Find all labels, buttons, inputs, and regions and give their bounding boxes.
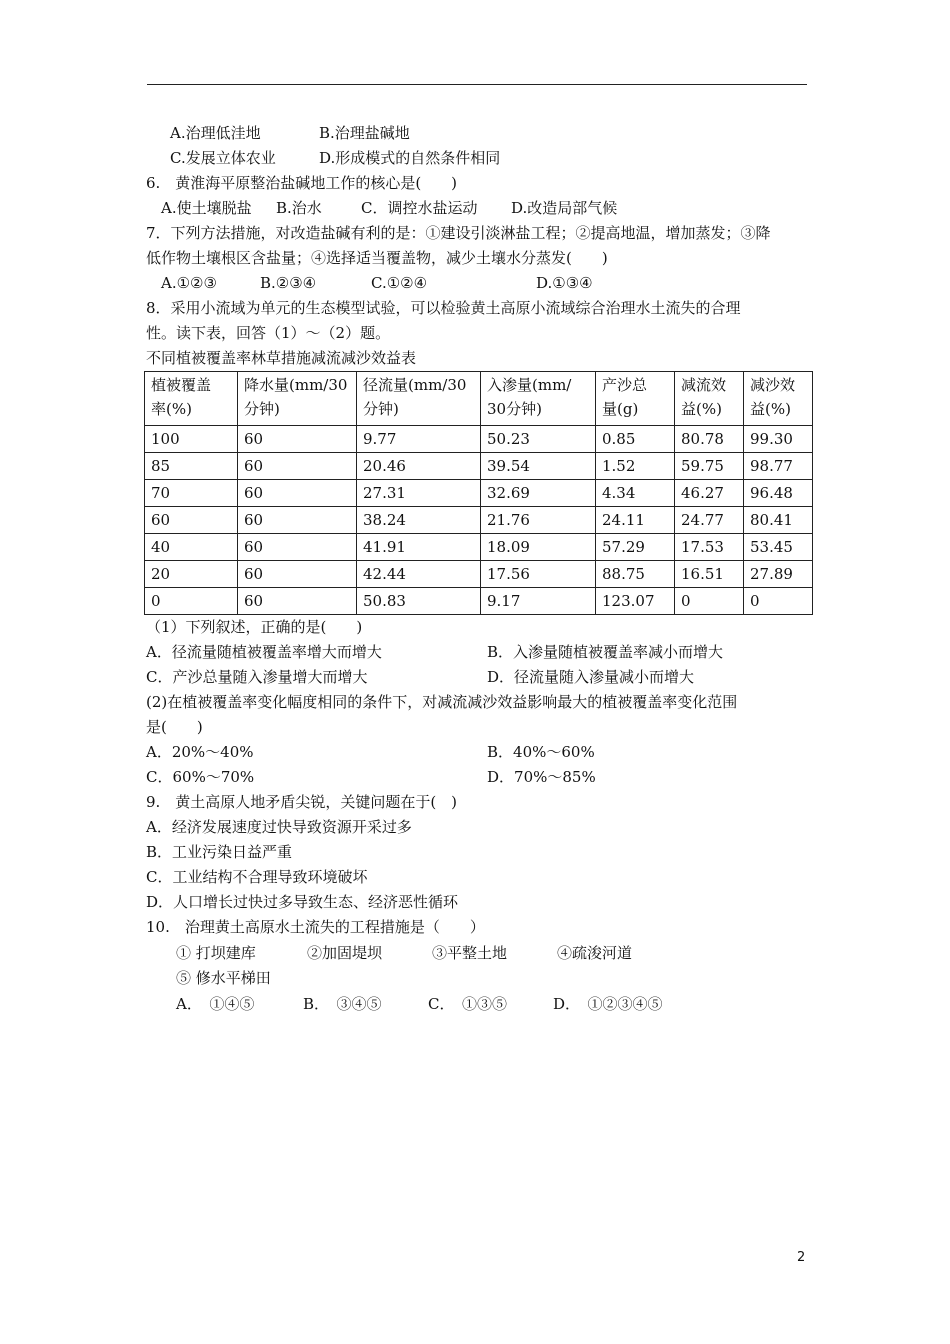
table-row [145,453,813,480]
table-cell: 85 [145,453,238,480]
table-row [145,534,813,561]
q10-option-b: B． ③④⑤ [303,995,382,1013]
table-cell: 100 [145,426,238,453]
q8-sub2-stem-line2: 是( ) [146,718,203,736]
table-cell: 70 [145,480,238,507]
table-cell: 0 [744,588,813,615]
table-header-cell: 减沙效 益(%) [744,372,813,426]
table-row [145,588,813,615]
q8-sub1-stem: （1）下列叙述，正确的是( ) [146,618,363,636]
q5-option-b: B.治理盐碱地 [319,124,410,142]
table-cell: 80.41 [744,507,813,534]
table-cell: 17.53 [675,534,744,561]
table-cell: 39.54 [481,453,596,480]
table-title: 不同植被覆盖率林草措施减流减沙效益表 [146,349,417,367]
q10-stem: 10. 治理黄土高原水土流失的工程措施是（ ） [146,918,485,936]
table-cell: 53.45 [744,534,813,561]
q10-item-3: ③平整土地 [432,944,508,962]
table-cell: 4.34 [596,480,675,507]
q8-sub1-option-b: B．入渗量随植被覆盖率减小而增大 [487,643,724,661]
q6-option-a: A.使土壤脱盐 [161,199,252,217]
table-cell: 98.77 [744,453,813,480]
table-header-cell: 降水量(mm/30 分钟) [238,372,357,426]
table-header-cell: 减流效 益(%) [675,372,744,426]
q7-option-c: C.①②④ [371,274,428,292]
table-cell: 0.85 [596,426,675,453]
q10-option-d: D． ①②③④⑤ [553,995,663,1013]
table-cell: 99.30 [744,426,813,453]
table-cell: 9.17 [481,588,596,615]
table-row [145,480,813,507]
table-header-cell: 入渗量(mm/ 30分钟) [481,372,596,426]
table-cell: 60 [238,561,357,588]
q8-stem-line2: 性。读下表，回答（1）～（2）题。 [146,324,391,342]
table-cell: 123.07 [596,588,675,615]
q8-sub2-option-d: D．70%～85% [487,768,596,786]
table-header-cell: 径流量(mm/30 分钟) [357,372,481,426]
q6-option-b: B.治水 [276,199,322,217]
q8-stem-line1: 8．采用小流域为单元的生态模型试验，可以检验黄土高原小流域综合治理水土流失的合理 [146,299,741,317]
table-cell: 9.77 [357,426,481,453]
q7-option-d: D.①③④ [536,274,593,292]
q7-stem-line1: 7．下列方法措施，对改造盐碱有利的是：①建设引淡淋盐工程；②提高地温，增加蒸发；③降 [146,224,771,242]
page-number: 2 [797,1250,806,1265]
table-cell: 0 [675,588,744,615]
table-cell: 60 [145,507,238,534]
table-cell: 27.31 [357,480,481,507]
table-cell: 46.27 [675,480,744,507]
q10-item-1: ① 打坝建库 [176,944,256,962]
q9-option-c: C．工业结构不合理导致环境破坏 [146,868,368,886]
table-cell: 40 [145,534,238,561]
table-cell: 50.23 [481,426,596,453]
table-row [145,426,813,453]
q10-item-5: ⑤ 修水平梯田 [176,969,271,987]
table-cell: 88.75 [596,561,675,588]
q8-sub1-option-c: C．产沙总量随入渗量增大而增大 [146,668,368,686]
q6-option-d: D.改造局部气候 [511,199,618,217]
table-cell: 0 [145,588,238,615]
data-table [144,371,813,615]
q7-option-a: A.①②③ [161,274,217,292]
table-cell: 50.83 [357,588,481,615]
q7-option-b: B.②③④ [260,274,317,292]
q5-option-a: A.治理低洼地 [170,124,261,142]
table-cell: 24.77 [675,507,744,534]
table-cell: 60 [238,426,357,453]
table-cell: 60 [238,507,357,534]
table-cell: 20 [145,561,238,588]
q8-sub2-option-c: C．60%～70% [146,768,255,786]
table-cell: 24.11 [596,507,675,534]
table-cell: 60 [238,534,357,561]
table-cell: 17.56 [481,561,596,588]
q10-item-4: ④疏浚河道 [557,944,633,962]
q9-option-b: B．工业污染日益严重 [146,843,293,861]
q10-option-a: A． ①④⑤ [176,995,255,1013]
table-cell: 18.09 [481,534,596,561]
q8-sub2-option-b: B．40%～60% [487,743,595,761]
table-header-cell: 植被覆盖 率(%) [145,372,238,426]
table-cell: 20.46 [357,453,481,480]
q8-sub2-option-a: A．20%～40% [146,743,254,761]
table-cell: 60 [238,588,357,615]
table-row [145,507,813,534]
q8-sub1-option-d: D．径流量随入渗量减小而增大 [487,668,695,686]
table-cell: 21.76 [481,507,596,534]
q6-option-c: C．调控水盐运动 [361,199,478,217]
table-cell: 38.24 [357,507,481,534]
table-cell: 42.44 [357,561,481,588]
table-cell: 60 [238,453,357,480]
table-cell: 27.89 [744,561,813,588]
table-cell: 80.78 [675,426,744,453]
table-cell: 96.48 [744,480,813,507]
table-header-cell: 产沙总 量(g) [596,372,675,426]
q5-option-c: C.发展立体农业 [170,149,276,167]
q9-option-a: A．经济发展速度过快导致资源开采过多 [146,818,412,836]
table-cell: 59.75 [675,453,744,480]
q6-stem: 6. 黄淮海平原整治盐碱地工作的核心是( ) [146,174,458,192]
q10-item-2: ②加固堤坝 [307,944,383,962]
table-header-row [145,372,813,426]
q5-option-d: D.形成模式的自然条件相同 [319,149,501,167]
q8-sub1-option-a: A．径流量随植被覆盖率增大而增大 [146,643,382,661]
table-cell: 60 [238,480,357,507]
q9-stem: 9. 黄土高原人地矛盾尖锐，关键问题在于( ) [146,793,458,811]
table-cell: 32.69 [481,480,596,507]
table-cell: 1.52 [596,453,675,480]
table-cell: 41.91 [357,534,481,561]
q10-option-c: C． ①③⑤ [428,995,507,1013]
q9-option-d: D．人口增长过快过多导致生态、经济恶性循环 [146,893,459,911]
table-row [145,561,813,588]
q8-sub2-stem-line1: (2)在植被覆盖率变化幅度相同的条件下，对减流减沙效益影响最大的植被覆盖率变化范围 [146,693,738,711]
table-cell: 16.51 [675,561,744,588]
header-rule [147,84,807,85]
q7-stem-line2: 低作物土壤根区含盐量；④选择适当覆盖物，减少土壤水分蒸发( ) [146,249,608,267]
table-cell: 57.29 [596,534,675,561]
